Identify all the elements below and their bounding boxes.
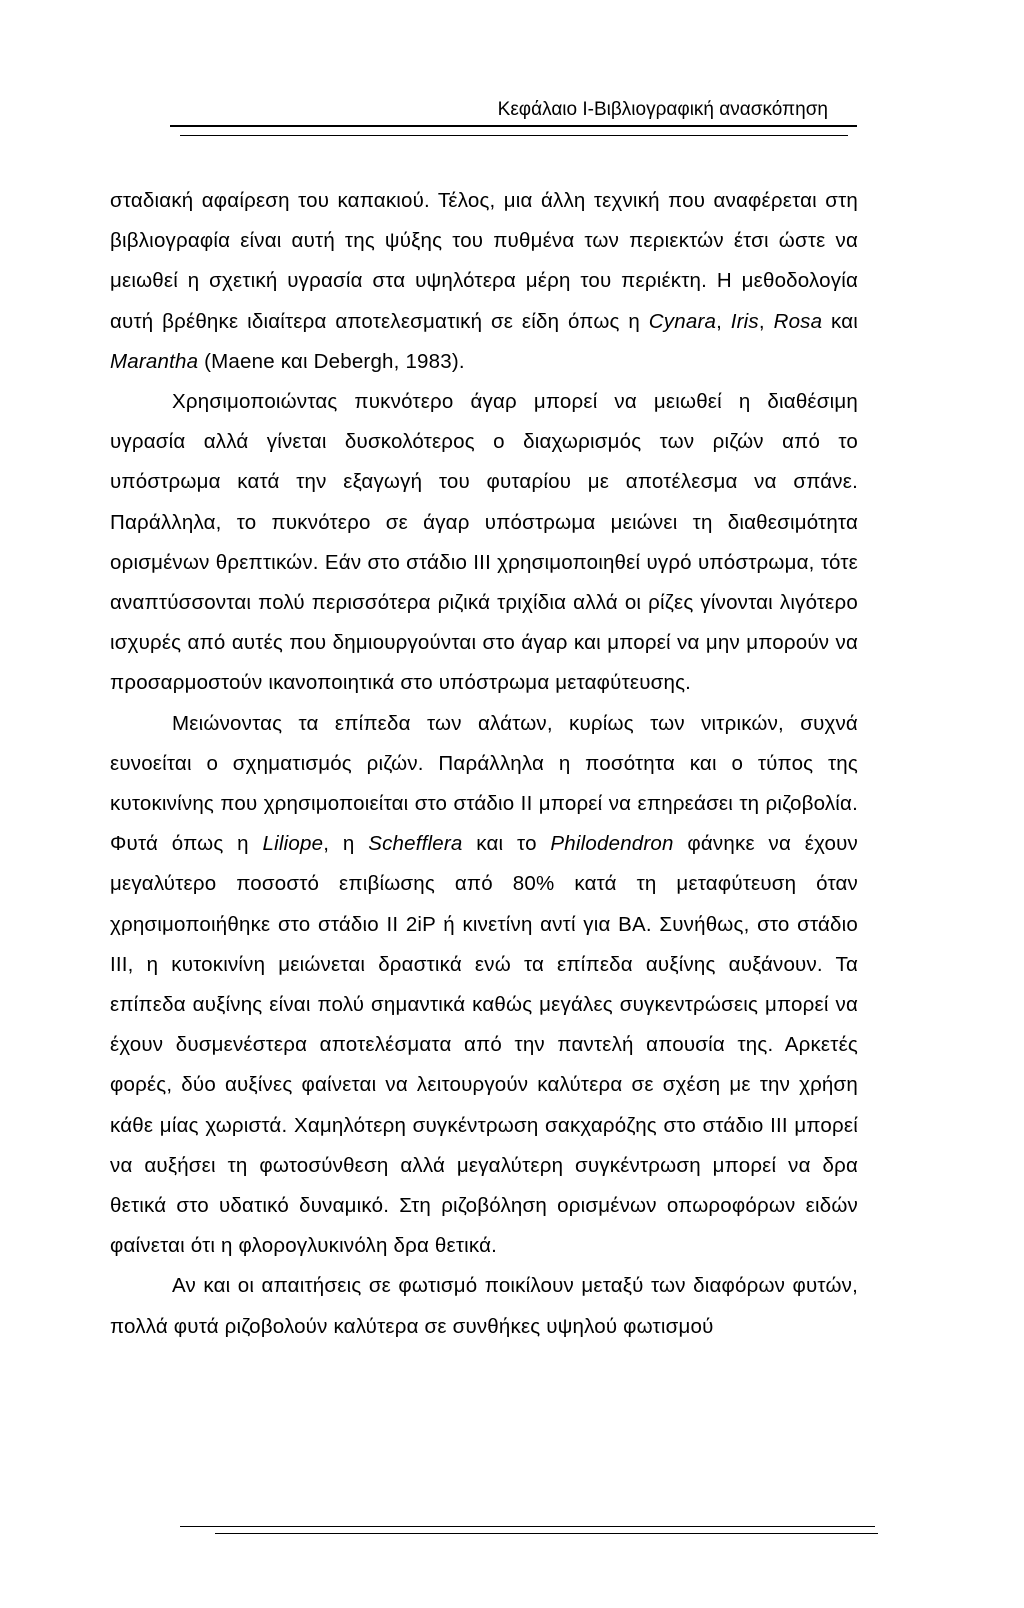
paragraph: σταδιακή αφαίρεση του καπακιού. Τέλος, μια άλλη τεχνική που αναφέρεται στη βιβλιογραφία είναι αυτή της ψύξης του πυθμένα των περιεκτών έτσι ώστε να μειωθεί η σχετική υγρασία στα υψηλότερα μέρη του περιέκτη. Η μεθοδολογία αυτή βρέθηκε ιδιαίτερα αποτελεσματική σε είδη όπως η Cynara, Iris, Rosa και Marantha (Maene και Debergh, 1983). [110, 189, 859, 373]
species-name: Rosa [773, 309, 823, 333]
species-name: Iris [730, 309, 759, 333]
species-name: Marantha [110, 349, 199, 373]
species-name: Cynara [648, 309, 717, 333]
paragraph: Μειώνοντας τα επίπεδα των αλάτων, κυρίως των νιτρικών, συχνά ευνοείται ο σχηματισμός ριζών. Παράλληλα η ποσότητα και ο τύπος της κυτοκινίνης που χρησιμοποιείται στο στάδιο II μπορεί να επηρεάσει τη ριζοβολία. Φυτά όπως η Liliope, η Schefflera και το Philodendron φάνηκε να έχουν μεγαλύτερο ποσοστό επιβίωσης από 80% κατά τη μεταφύτευση όταν χρησιμοποιήθηκε στο στάδιο II 2iP ή κινετίνη αντί για ΒΑ. Συνήθως, στο στάδιο III, η κυτοκινίνη μειώνεται δραστικά ενώ τα επίπεδα αυξίνης αυξάνουν. Τα επίπεδα αυξίνης είναι πολύ σημαντικά καθώς μεγάλες συγκεντρώσεις μπορεί να έχουν δυσμενέστερα αποτελέσματα από την παντελή απουσία της. Αρκετές φορές, δύο αυξίνες φαίνεται να λειτουργούν καλύτερα σε σχέση με την χρήση κάθε μίας χωριστά. Χαμηλότερη συγκέντρωση σακχαρόζης στο στάδιο III μπορεί να αυξήσει τη φωτοσύνθεση αλλά μεγαλύτερη συγκέντρωση μπορεί να δρα θετικά στο υδατικό δυναμικό. Στη ριζοβόληση ορισμένων οπωροφόρων ειδών φαίνεται ότι η φλορογλυκινόλη δρα θετικά. [110, 711, 858, 1258]
body-text [110, 181, 858, 1347]
species-name: Schefflera [368, 832, 463, 856]
footer-rule-lower [215, 1533, 878, 1534]
paragraph: Χρησιμοποιώντας πυκνότερο άγαρ μπορεί να μειωθεί η διαθέσιμη υγρασία αλλά γίνεται δυσκολότερος ο διαχωρισμός των ριζών από το υπόστρωμα κατά την εξαγωγή του φυταρίου με αποτέλεσμα να σπάνε. Παράλληλα, το πυκνότερο σε άγαρ υπόστρωμα μειώνει τη διαθεσιμότητα ορισμένων θρεπτικών. Εάν στο στάδιο III χρησιμοποιηθεί υγρό υπόστρωμα, τότε αναπτύσσονται πολύ περισσότερα ριζικά τριχίδια αλλά οι ρίζες γίνονται λιγότερο ισχυρές από αυτές που δημιουργούνται στο άγαρ και μπορεί να μην μπορούν να προσαρμοστούν ικανοποιητικά στο υπόστρωμα μεταφύτευσης. [110, 390, 858, 695]
running-header: Κεφάλαιο I-Βιβλιογραφική ανασκόπηση [497, 99, 828, 120]
species-name: Philodendron [550, 832, 674, 856]
header-rule-thick [170, 125, 857, 127]
species-name: Liliope [262, 832, 324, 856]
header-rule-thin [180, 135, 848, 136]
paragraph: Αν και οι απαιτήσεις σε φωτισμό ποικίλουν μεταξύ των διαφόρων φυτών, πολλά φυτά ριζοβολούν καλύτερα σε συνθήκες υψηλού φωτισμού [110, 1274, 858, 1338]
footer-rule-upper [180, 1526, 875, 1527]
